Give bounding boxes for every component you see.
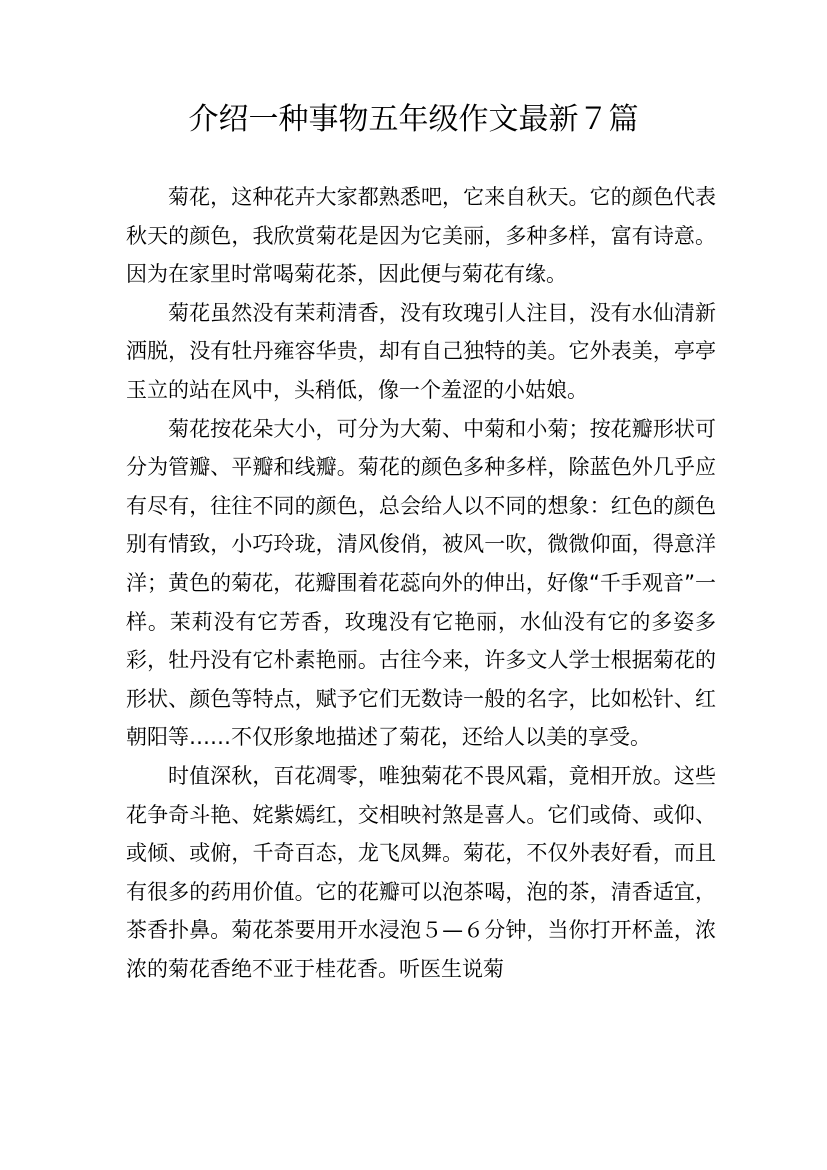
- paragraph-2: 菊花虽然没有茉莉清香，没有玫瑰引人注目，没有水仙清新洒脱，没有牡丹雍容华贵，却有自己独特的美。它外表美，亭亭玉立的站在风中，头稍低，像一个羞涩的小姑娘。: [126, 300, 716, 402]
- paragraph-1: 菊花，这种花卉大家都熟悉吧，它来自秋天。它的颜色代表秋天的颜色，我欣赏菊花是因为它美丽，多种多样，富有诗意。因为在家里时常喝菊花茶，因此便与菊花有缘。: [126, 185, 716, 287]
- document-title: 介绍一种事物五年级作文最新７篇: [188, 102, 639, 137]
- paragraph-4: 时值深秋，百花凋零，唯独菊花不畏风霜，竟相开放。这些花争奇斗艳、姹紫嫣红，交相映衬煞是喜人。它们或倚、或仰、或倾、或俯，千奇百态，龙飞凤舞。菊花，不仅外表好看，而且有很多的药用价值。它的花瓣可以泡茶喝，泡的茶，清香适宜，茶香扑鼻。菊花茶要用开水浸泡５—６分钟，当你打开杯盖，浓浓的菊花香绝不亚于桂花香。听医生说菊: [126, 763, 716, 981]
- paragraph-3: 菊花按花朵大小，可分为大菊、中菊和小菊；按花瓣形状可分为管瓣、平瓣和线瓣。菊花的颜色多种多样，除蓝色外几乎应有尽有，往往不同的颜色，总会给人以不同的想象：红色的颜色别有情致，小巧玲珑，清风俊俏，被风一吹，微微仰面，得意洋洋；黄色的菊花，花瓣围着花蕊向外的伸出，好像“千手观音”一样。茉莉没有它芳香，玫瑰没有它艳丽，水仙没有它的多姿多彩，牡丹没有它朴素艳丽。古往今来，许多文人学士根据菊花的形状、颜色等特点，赋予它们无数诗一般的名字，比如松针、红朝阳等……不仅形象地描述了菊花，还给人以美的享受。: [126, 416, 716, 750]
- document-body: [126, 178, 716, 988]
